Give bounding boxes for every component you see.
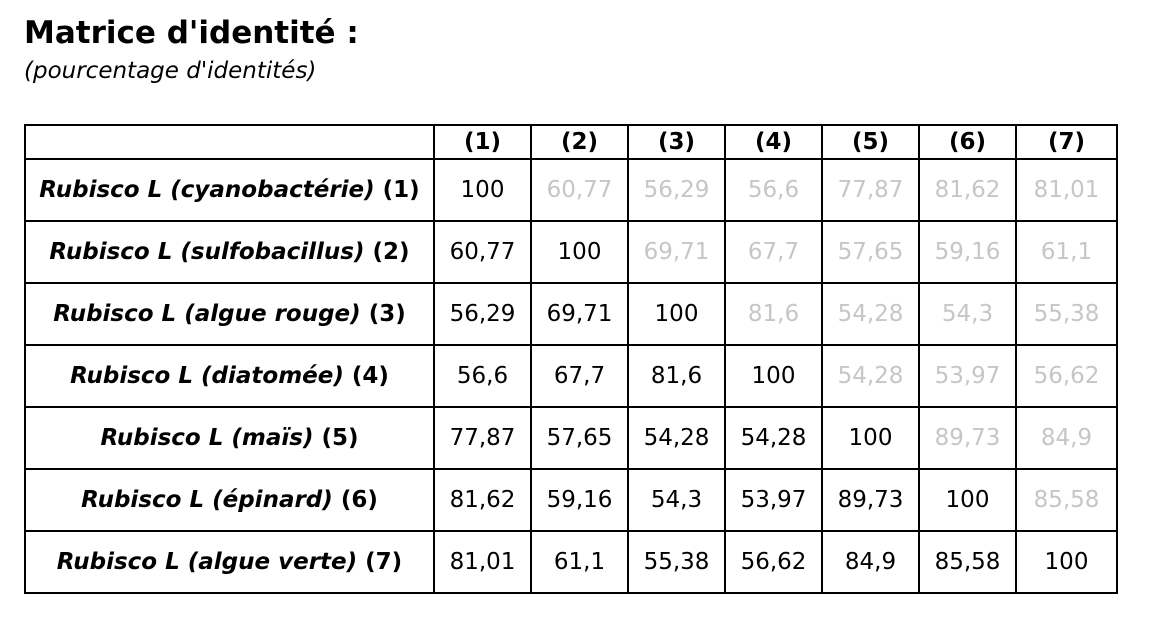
identity-cell: 59,16 — [531, 469, 628, 531]
identity-cell: 55,38 — [1016, 283, 1117, 345]
row-label — [25, 407, 434, 469]
identity-cell: 77,87 — [822, 159, 919, 221]
identity-cell: 89,73 — [919, 407, 1016, 469]
corner-cell — [25, 125, 434, 159]
identity-cell: 54,28 — [822, 345, 919, 407]
identity-cell: 54,3 — [628, 469, 725, 531]
row-label-name: Rubisco L (algue rouge) — [53, 301, 361, 327]
identity-cell: 85,58 — [919, 531, 1016, 593]
row-label — [25, 469, 434, 531]
table-row — [25, 221, 1117, 283]
diagonal-cell: 100 — [434, 159, 531, 221]
identity-cell: 56,29 — [628, 159, 725, 221]
identity-cell: 54,28 — [822, 283, 919, 345]
identity-matrix-table — [24, 124, 1118, 594]
identity-cell: 85,58 — [1016, 469, 1117, 531]
table-row — [25, 531, 1117, 593]
identity-cell: 54,28 — [725, 407, 822, 469]
table-row — [25, 345, 1117, 407]
diagonal-cell: 100 — [531, 221, 628, 283]
column-header: (3) — [628, 125, 725, 159]
column-header: (2) — [531, 125, 628, 159]
identity-cell: 81,6 — [628, 345, 725, 407]
diagonal-cell: 100 — [1016, 531, 1117, 593]
column-header: (1) — [434, 125, 531, 159]
identity-cell: 55,38 — [628, 531, 725, 593]
identity-cell: 69,71 — [531, 283, 628, 345]
identity-cell: 56,62 — [725, 531, 822, 593]
identity-cell: 53,97 — [919, 345, 1016, 407]
identity-cell: 60,77 — [531, 159, 628, 221]
row-label-number: (7) — [365, 549, 403, 575]
row-label-name: Rubisco L (cyanobactérie) — [39, 177, 375, 203]
identity-cell: 60,77 — [434, 221, 531, 283]
column-header: (5) — [822, 125, 919, 159]
column-header: (6) — [919, 125, 1016, 159]
identity-cell: 56,29 — [434, 283, 531, 345]
identity-cell: 56,62 — [1016, 345, 1117, 407]
identity-cell: 61,1 — [531, 531, 628, 593]
row-label — [25, 345, 434, 407]
identity-cell: 61,1 — [1016, 221, 1117, 283]
table-row — [25, 469, 1117, 531]
table-row — [25, 283, 1117, 345]
row-label-number: (6) — [340, 487, 378, 513]
table-row — [25, 407, 1117, 469]
identity-cell: 59,16 — [919, 221, 1016, 283]
identity-cell: 56,6 — [725, 159, 822, 221]
row-label — [25, 221, 434, 283]
row-label-number: (1) — [382, 177, 420, 203]
row-label-name: Rubisco L (sulfobacillus) — [49, 239, 365, 265]
table-row — [25, 159, 1117, 221]
identity-cell: 56,6 — [434, 345, 531, 407]
row-label-name: Rubisco L (maïs) — [100, 425, 314, 451]
row-label-number: (5) — [321, 425, 359, 451]
identity-cell: 54,28 — [628, 407, 725, 469]
page-subtitle: (pourcentage d'identités) — [24, 58, 317, 84]
row-label — [25, 531, 434, 593]
diagonal-cell: 100 — [919, 469, 1016, 531]
identity-cell: 89,73 — [822, 469, 919, 531]
row-label — [25, 159, 434, 221]
identity-cell: 53,97 — [725, 469, 822, 531]
identity-cell: 54,3 — [919, 283, 1016, 345]
identity-cell: 84,9 — [822, 531, 919, 593]
identity-cell: 57,65 — [822, 221, 919, 283]
identity-cell: 77,87 — [434, 407, 531, 469]
row-label — [25, 283, 434, 345]
row-label-number: (2) — [372, 239, 410, 265]
row-label-name: Rubisco L (algue verte) — [56, 549, 358, 575]
identity-cell: 81,62 — [434, 469, 531, 531]
row-label-name: Rubisco L (épinard) — [81, 487, 333, 513]
matrix-body — [25, 159, 1117, 593]
column-header: (7) — [1016, 125, 1117, 159]
column-header: (4) — [725, 125, 822, 159]
identity-cell: 67,7 — [725, 221, 822, 283]
identity-cell: 81,6 — [725, 283, 822, 345]
diagonal-cell: 100 — [822, 407, 919, 469]
identity-cell: 81,01 — [1016, 159, 1117, 221]
identity-cell: 57,65 — [531, 407, 628, 469]
row-label-number: (4) — [351, 363, 389, 389]
identity-cell: 84,9 — [1016, 407, 1117, 469]
diagonal-cell: 100 — [628, 283, 725, 345]
row-label-number: (3) — [368, 301, 406, 327]
identity-cell: 69,71 — [628, 221, 725, 283]
page-title: Matrice d'identité : — [24, 15, 359, 51]
row-label-name: Rubisco L (diatomée) — [70, 363, 344, 389]
header-row — [25, 125, 1117, 159]
identity-cell: 81,01 — [434, 531, 531, 593]
identity-cell: 81,62 — [919, 159, 1016, 221]
identity-cell: 67,7 — [531, 345, 628, 407]
diagonal-cell: 100 — [725, 345, 822, 407]
